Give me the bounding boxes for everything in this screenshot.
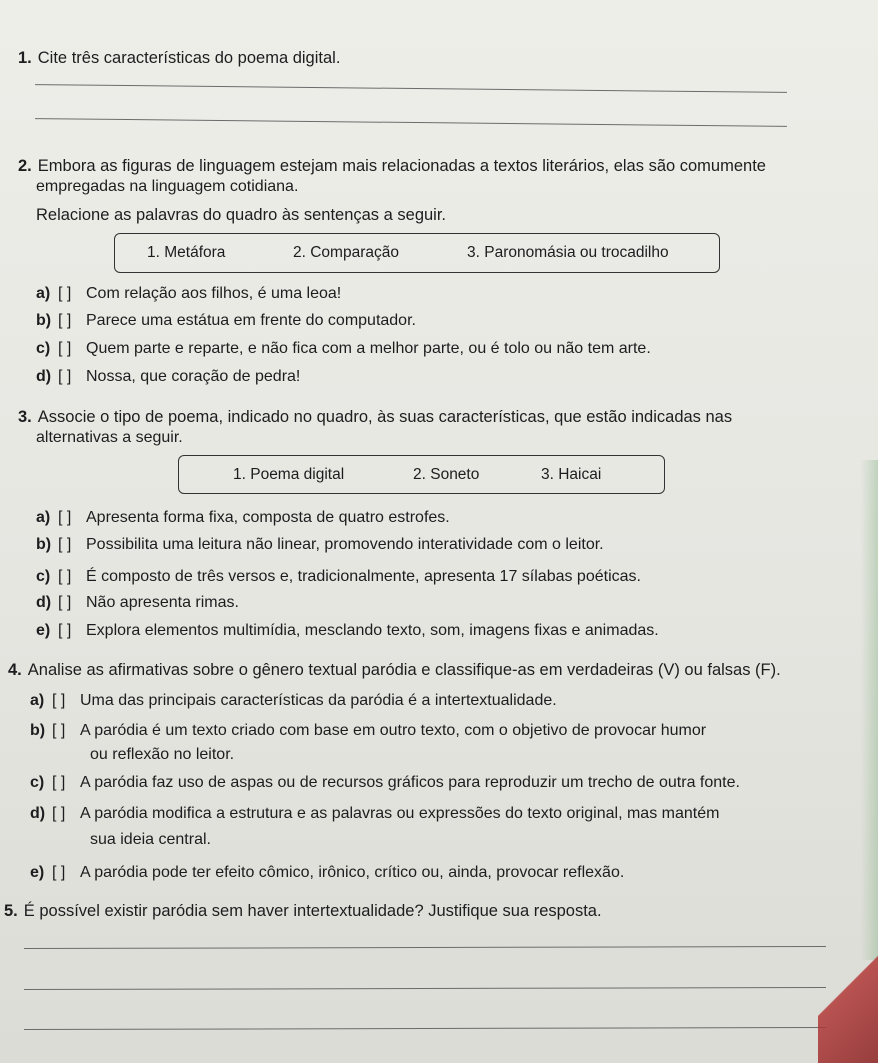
option-text: Não apresenta rimas.	[86, 594, 239, 611]
option-text: Apresenta forma fixa, composta de quatro estrofes.	[86, 509, 450, 526]
word-box-q2	[114, 233, 720, 273]
question-3-number: 3.	[18, 408, 32, 426]
answer-line[interactable]	[24, 946, 826, 949]
option-letter: c)	[36, 568, 51, 585]
q4-option-d	[30, 803, 719, 824]
q4-option-e	[30, 862, 624, 883]
option-text: Nossa, que coração de pedra!	[86, 368, 301, 385]
answer-bracket[interactable]: [ ]	[58, 622, 72, 639]
question-3-text-cont: alternativas a seguir.	[36, 429, 183, 446]
page-edge-shadow	[860, 460, 878, 960]
option-letter: a)	[30, 692, 45, 709]
answer-bracket[interactable]: [ ]	[58, 594, 72, 611]
q2-option-b	[36, 310, 416, 331]
q2-option-d	[36, 366, 300, 387]
question-5-text: É possível existir paródia sem haver intertextualidade? Justifique sua resposta.	[23, 902, 602, 920]
option-text: A paródia pode ter efeito cômico, irônico, crítico ou, ainda, provocar reflexão.	[80, 864, 625, 881]
answer-bracket[interactable]: [ ]	[58, 312, 72, 329]
answer-bracket[interactable]: [ ]	[52, 722, 66, 739]
answer-bracket[interactable]: [ ]	[58, 368, 72, 385]
q3-option-b	[36, 534, 604, 555]
q4-option-c	[30, 772, 740, 793]
question-3-text: Associe o tipo de poema, indicado no quadro, às suas características, que estão indicadas nas	[37, 408, 733, 426]
question-2	[18, 156, 838, 177]
question-5	[4, 901, 844, 922]
q2-option-a	[36, 283, 341, 304]
question-1	[18, 48, 340, 69]
answer-bracket[interactable]: [ ]	[58, 568, 72, 585]
option-text: Com relação aos filhos, é uma leoa!	[86, 285, 342, 302]
word-box-item: 3. Paronomásia ou trocadilho	[467, 244, 669, 261]
answer-bracket[interactable]: [ ]	[52, 864, 66, 881]
option-text: A paródia é um texto criado com base em outro texto, com o objetivo de provocar humor	[80, 722, 707, 739]
option-letter: b)	[30, 722, 46, 739]
q3-option-d	[36, 592, 239, 613]
q3-option-a	[36, 507, 450, 528]
question-5-number: 5.	[4, 902, 18, 920]
answer-bracket[interactable]: [ ]	[58, 340, 72, 357]
option-text: Explora elementos multimídia, mesclando texto, som, imagens fixas e animadas.	[86, 622, 659, 639]
answer-line[interactable]	[35, 118, 787, 127]
option-letter: c)	[30, 774, 45, 791]
answer-line[interactable]	[24, 987, 826, 990]
question-2-text: Embora as figuras de linguagem estejam mais relacionadas a textos literários, elas são comumente	[37, 157, 766, 175]
answer-line[interactable]	[35, 84, 787, 93]
option-letter: d)	[36, 594, 52, 611]
answer-line[interactable]	[24, 1027, 826, 1030]
question-1-text: Cite três características do poema digital.	[37, 49, 341, 67]
option-text: É composto de três versos e, tradicionalmente, apresenta 17 sílabas poéticas.	[86, 568, 641, 585]
option-letter: d)	[30, 805, 46, 822]
option-letter: b)	[36, 536, 52, 553]
option-text: A paródia modifica a estrutura e as palavras ou expressões do texto original, mas mantém	[80, 805, 720, 822]
answer-bracket[interactable]: [ ]	[58, 285, 72, 302]
question-2-text-cont: empregadas na linguagem cotidiana.	[36, 178, 299, 195]
answer-bracket[interactable]: [ ]	[52, 805, 66, 822]
question-1-number: 1.	[18, 49, 32, 67]
answer-bracket[interactable]: [ ]	[58, 536, 72, 553]
question-2-instruction: Relacione as palavras do quadro às sentenças a seguir.	[36, 206, 447, 224]
q3-option-e	[36, 620, 659, 641]
option-letter: d)	[36, 368, 52, 385]
option-text: Uma das principais características da paródia é a intertextualidade.	[80, 692, 557, 709]
option-letter: b)	[36, 312, 52, 329]
q3-option-c	[36, 566, 641, 587]
question-4-text: Analise as afirmativas sobre o gênero textual paródia e classifique-as em verdadeiras (V) ou falsas (F).	[27, 661, 781, 679]
q4-option-d-cont: sua ideia central.	[90, 831, 211, 848]
question-3	[18, 407, 838, 428]
answer-bracket[interactable]: [ ]	[58, 509, 72, 526]
option-text: Possibilita uma leitura não linear, promovendo interatividade com o leitor.	[86, 536, 604, 553]
question-2-number: 2.	[18, 157, 32, 175]
word-box-q3	[178, 455, 665, 494]
option-letter: a)	[36, 509, 51, 526]
question-4-number: 4.	[8, 661, 22, 679]
page-corner-decoration	[818, 943, 878, 1063]
option-letter: e)	[36, 622, 51, 639]
option-text: Quem parte e reparte, e não fica com a melhor parte, ou é tolo ou não tem arte.	[86, 340, 651, 357]
question-4	[8, 660, 838, 681]
q4-option-b	[30, 720, 706, 741]
word-box-item: 1. Metáfora	[147, 244, 226, 261]
q4-option-a	[30, 690, 557, 711]
q4-option-b-cont: ou reflexão no leitor.	[90, 746, 235, 763]
word-box-item: 3. Haicai	[541, 465, 602, 483]
option-letter: a)	[36, 285, 51, 302]
option-text: A paródia faz uso de aspas ou de recursos gráficos para reproduzir um trecho de outra fonte.	[80, 774, 740, 791]
answer-bracket[interactable]: [ ]	[52, 692, 66, 709]
word-box-item: 2. Soneto	[413, 465, 480, 483]
word-box-item: 2. Comparação	[293, 244, 399, 261]
option-letter: e)	[30, 864, 45, 881]
q2-option-c	[36, 338, 651, 359]
answer-bracket[interactable]: [ ]	[52, 774, 66, 791]
option-letter: c)	[36, 340, 51, 357]
option-text: Parece uma estátua em frente do computador.	[86, 312, 416, 329]
word-box-item: 1. Poema digital	[233, 465, 345, 483]
